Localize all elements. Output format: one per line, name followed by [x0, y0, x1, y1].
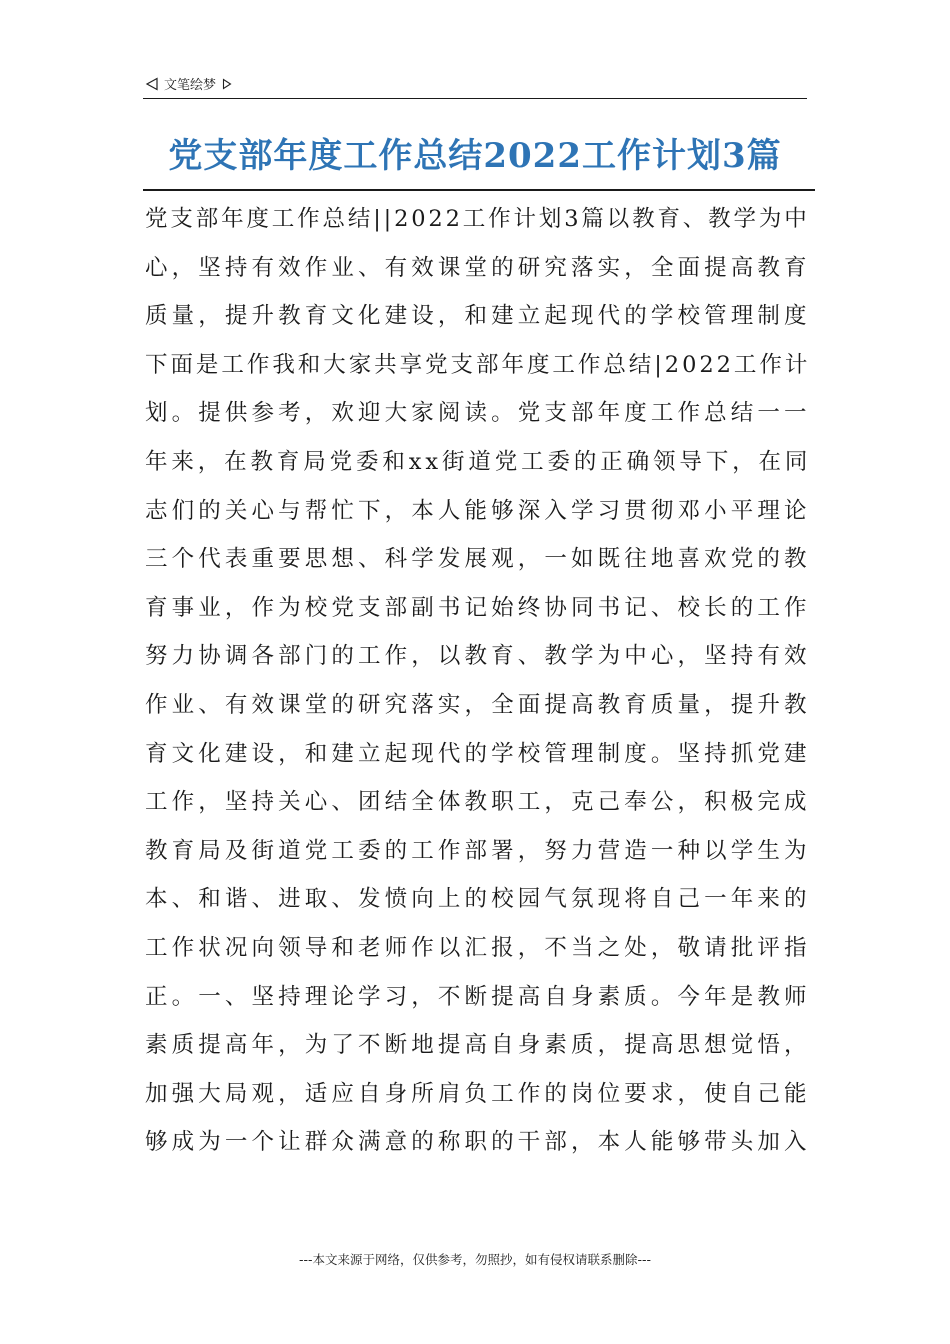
body-line: 努力协调各部门的工作，以教育、教学为中心，坚持有效 — [145, 643, 811, 670]
body-line: 划。提供参考，欢迎大家阅读。党支部年度工作总结一一 — [145, 400, 811, 427]
brand-mark — [145, 74, 232, 93]
body-line: 教育局及街道党工委的工作部署，努力营造一种以学生为 — [145, 837, 811, 864]
body-line: 作业、有效课堂的研究落实，全面提高教育质量，提升教 — [145, 691, 811, 718]
body-line: 质量，提升教育文化建设，和建立起现代的学校管理制度 — [145, 303, 811, 330]
body-line: 三个代表重要思想、科学发展观，一如既往地喜欢党的教 — [145, 546, 811, 573]
page-header — [143, 72, 807, 99]
body-line: 志们的关心与帮忙下，本人能够深入学习贯彻邓小平理论 — [145, 497, 811, 524]
body-line: 心，坚持有效作业、有效课堂的研究落实，全面提高教育 — [145, 254, 811, 281]
triangle-right-icon — [222, 78, 232, 90]
title-divider — [143, 189, 815, 191]
body-line: 素质提高年，为了不断地提高自身素质，提高思想觉悟， — [145, 1032, 811, 1059]
body-line: 够成为一个让群众满意的称职的干部，本人能够带头加入 — [145, 1129, 811, 1156]
body-line: 本、和谐、进取、发愤向上的校园气氛现将自己一年来的 — [145, 886, 811, 913]
body-line: 年来，在教育局党委和xx街道党工委的正确领导下，在同 — [145, 448, 812, 475]
body-line: 育文化建设，和建立起现代的学校管理制度。坚持抓党建 — [145, 740, 811, 767]
triangle-left-icon — [145, 77, 159, 91]
brand-name: 文笔绘梦 — [164, 78, 217, 93]
footer-disclaimer: ---本文来源于网络，仅供参考，勿照抄，如有侵权请联系删除--- — [298, 1252, 652, 1267]
body-line: 工作，坚持关心、团结全体教职工，克己奉公，积极完成 — [145, 789, 811, 816]
body-line: 育事业，作为校党支部副书记始终协同书记、校长的工作 — [145, 594, 811, 621]
body-line: 正。一、坚持理论学习，不断提高自身素质。今年是教师 — [145, 983, 811, 1010]
body-line: 党支部年度工作总结||2022工作计划3篇以教育、教学为中 — [145, 206, 810, 232]
document-title: 党支部年度工作总结2022工作计划3篇 — [168, 136, 782, 176]
body-line: 工作状况向领导和老师作以汇报，不当之处，敬请批评指 — [145, 934, 811, 961]
document-body — [145, 195, 812, 1167]
body-line: 加强大局观，适应自身所肩负工作的岗位要求，使自己能 — [145, 1080, 811, 1107]
body-line: 下面是工作我和大家共享党支部年度工作总结|2022工作计 — [145, 351, 811, 378]
